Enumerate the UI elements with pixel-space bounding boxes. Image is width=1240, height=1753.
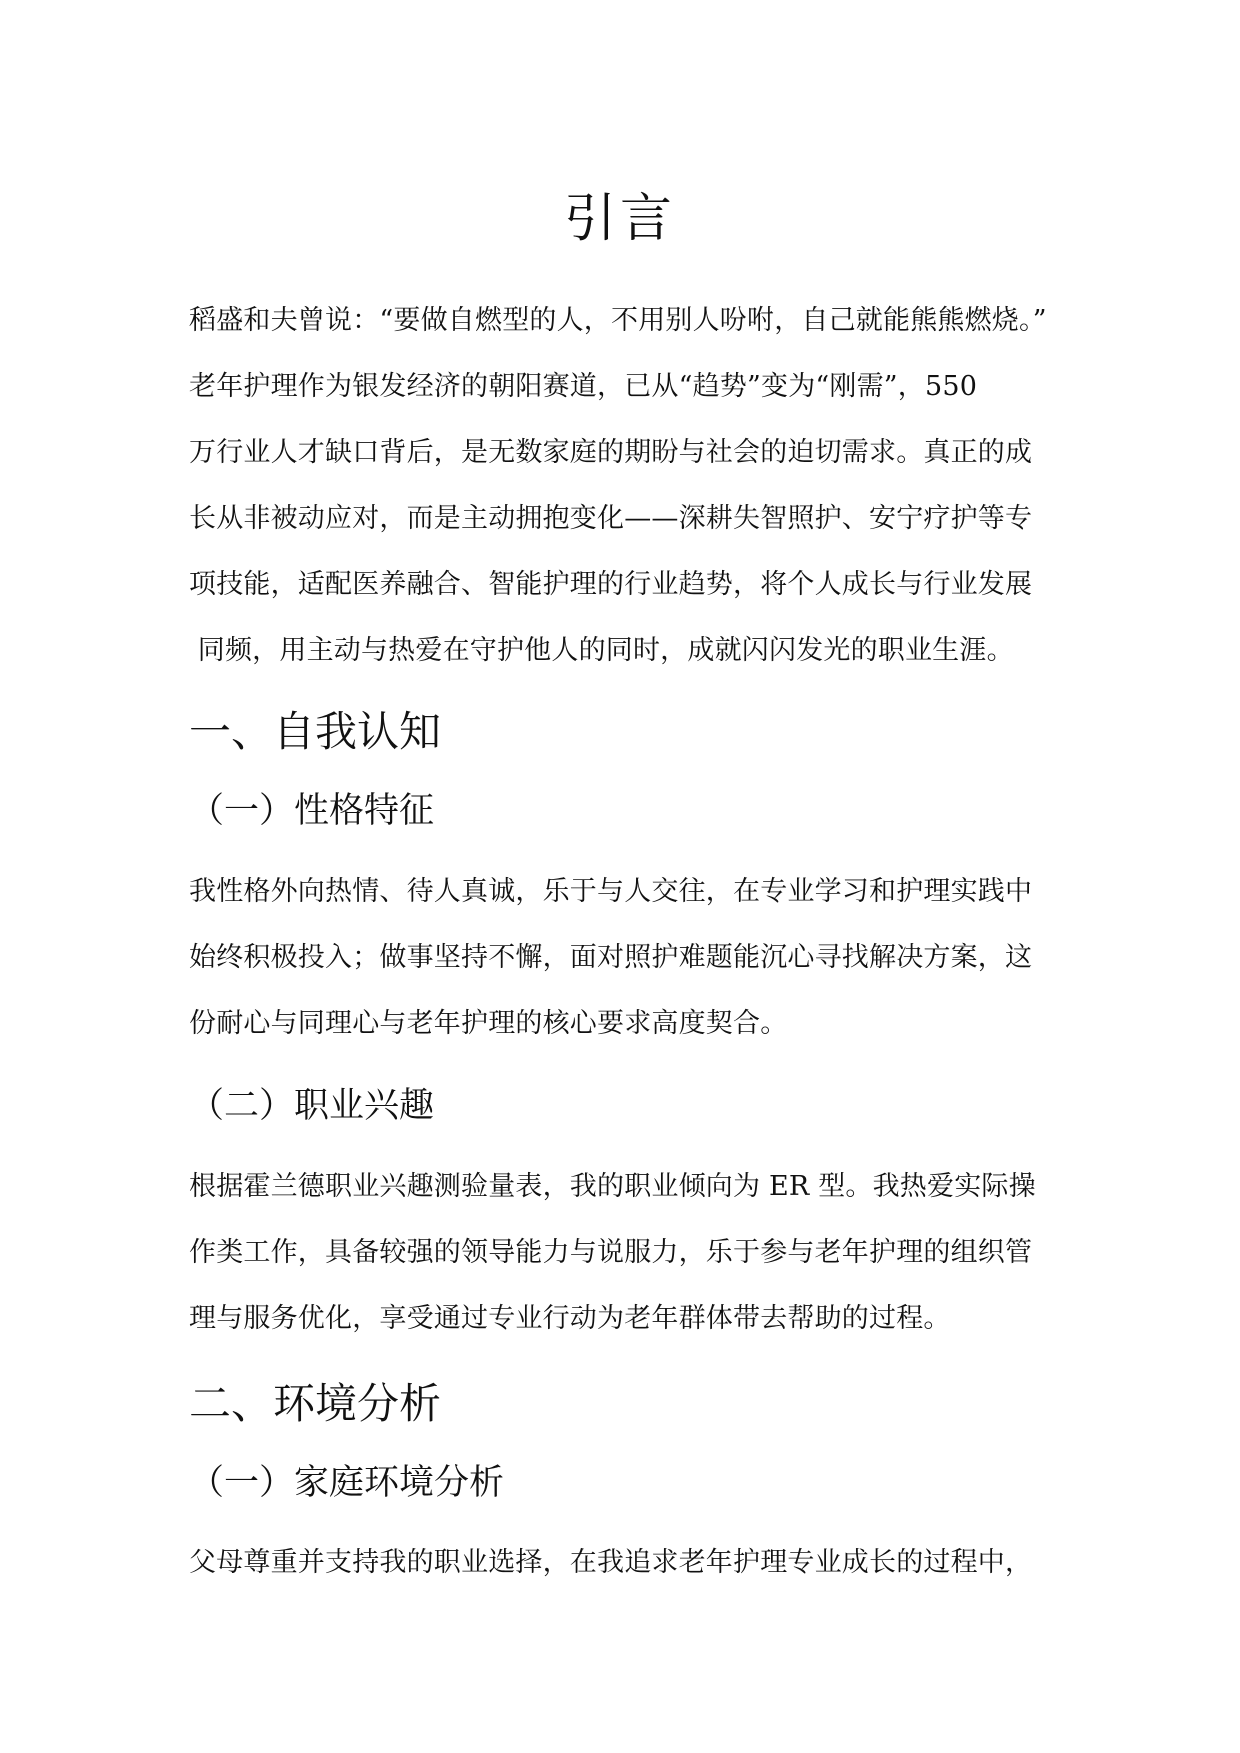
paragraph-line: 作类工作，具备较强的领导能力与说服力，乐于参与老年护理的组织管 (189, 1237, 1033, 1268)
document-title: 引言 (563, 189, 676, 249)
subsection-heading-personality: （一）性格特征 (189, 791, 435, 831)
intro-line: 老年护理作为银发经济的朝阳赛道，已从“趋势”变为“刚需”，550 (189, 371, 978, 402)
paragraph-line: 理与服务优化，享受通过专业行动为老年群体带去帮助的过程。 (189, 1303, 951, 1334)
intro-line: 长从非被动应对，而是主动拥抱变化——深耕失智照护、安宁疗护等专 (189, 503, 1033, 534)
paragraph-line: 父母尊重并支持我的职业选择，在我追求老年护理专业成长的过程中， (189, 1547, 1033, 1578)
intro-line: 稻盛和夫曾说：“要做自燃型的人，不用别人吩咐，自己就能熊熊燃烧。” (189, 305, 1047, 336)
family-environment-paragraph (189, 1530, 1069, 1596)
personality-paragraph (189, 859, 1069, 1057)
section-heading-environment-analysis: 二、环境分析 (189, 1379, 442, 1428)
subsection-heading-family-environment: （一）家庭环境分析 (189, 1463, 505, 1503)
subsection-heading-career-interest: （二）职业兴趣 (189, 1086, 435, 1126)
intro-paragraph (189, 288, 1069, 684)
intro-line: 同频，用主动与热爱在守护他人的同时，成就闪闪发光的职业生涯。 (189, 635, 1014, 666)
career-interest-paragraph (189, 1154, 1069, 1352)
paragraph-line: 份耐心与同理心与老年护理的核心要求高度契合。 (189, 1008, 788, 1039)
paragraph-line: 始终积极投入；做事坚持不懈，面对照护难题能沉心寻找解决方案，这 (189, 942, 1033, 973)
paragraph-line: 我性格外向热情、待人真诚，乐于与人交往，在专业学习和护理实践中 (189, 876, 1033, 907)
intro-line: 万行业人才缺口背后，是无数家庭的期盼与社会的迫切需求。真正的成 (189, 437, 1033, 468)
section-heading-self-awareness: 一、自我认知 (189, 707, 442, 756)
intro-line: 项技能，适配医养融合、智能护理的行业趋势，将个人成长与行业发展 (189, 569, 1033, 600)
paragraph-line: 根据霍兰德职业兴趣测验量表，我的职业倾向为 ER 型。我热爱实际操 (189, 1171, 1036, 1202)
